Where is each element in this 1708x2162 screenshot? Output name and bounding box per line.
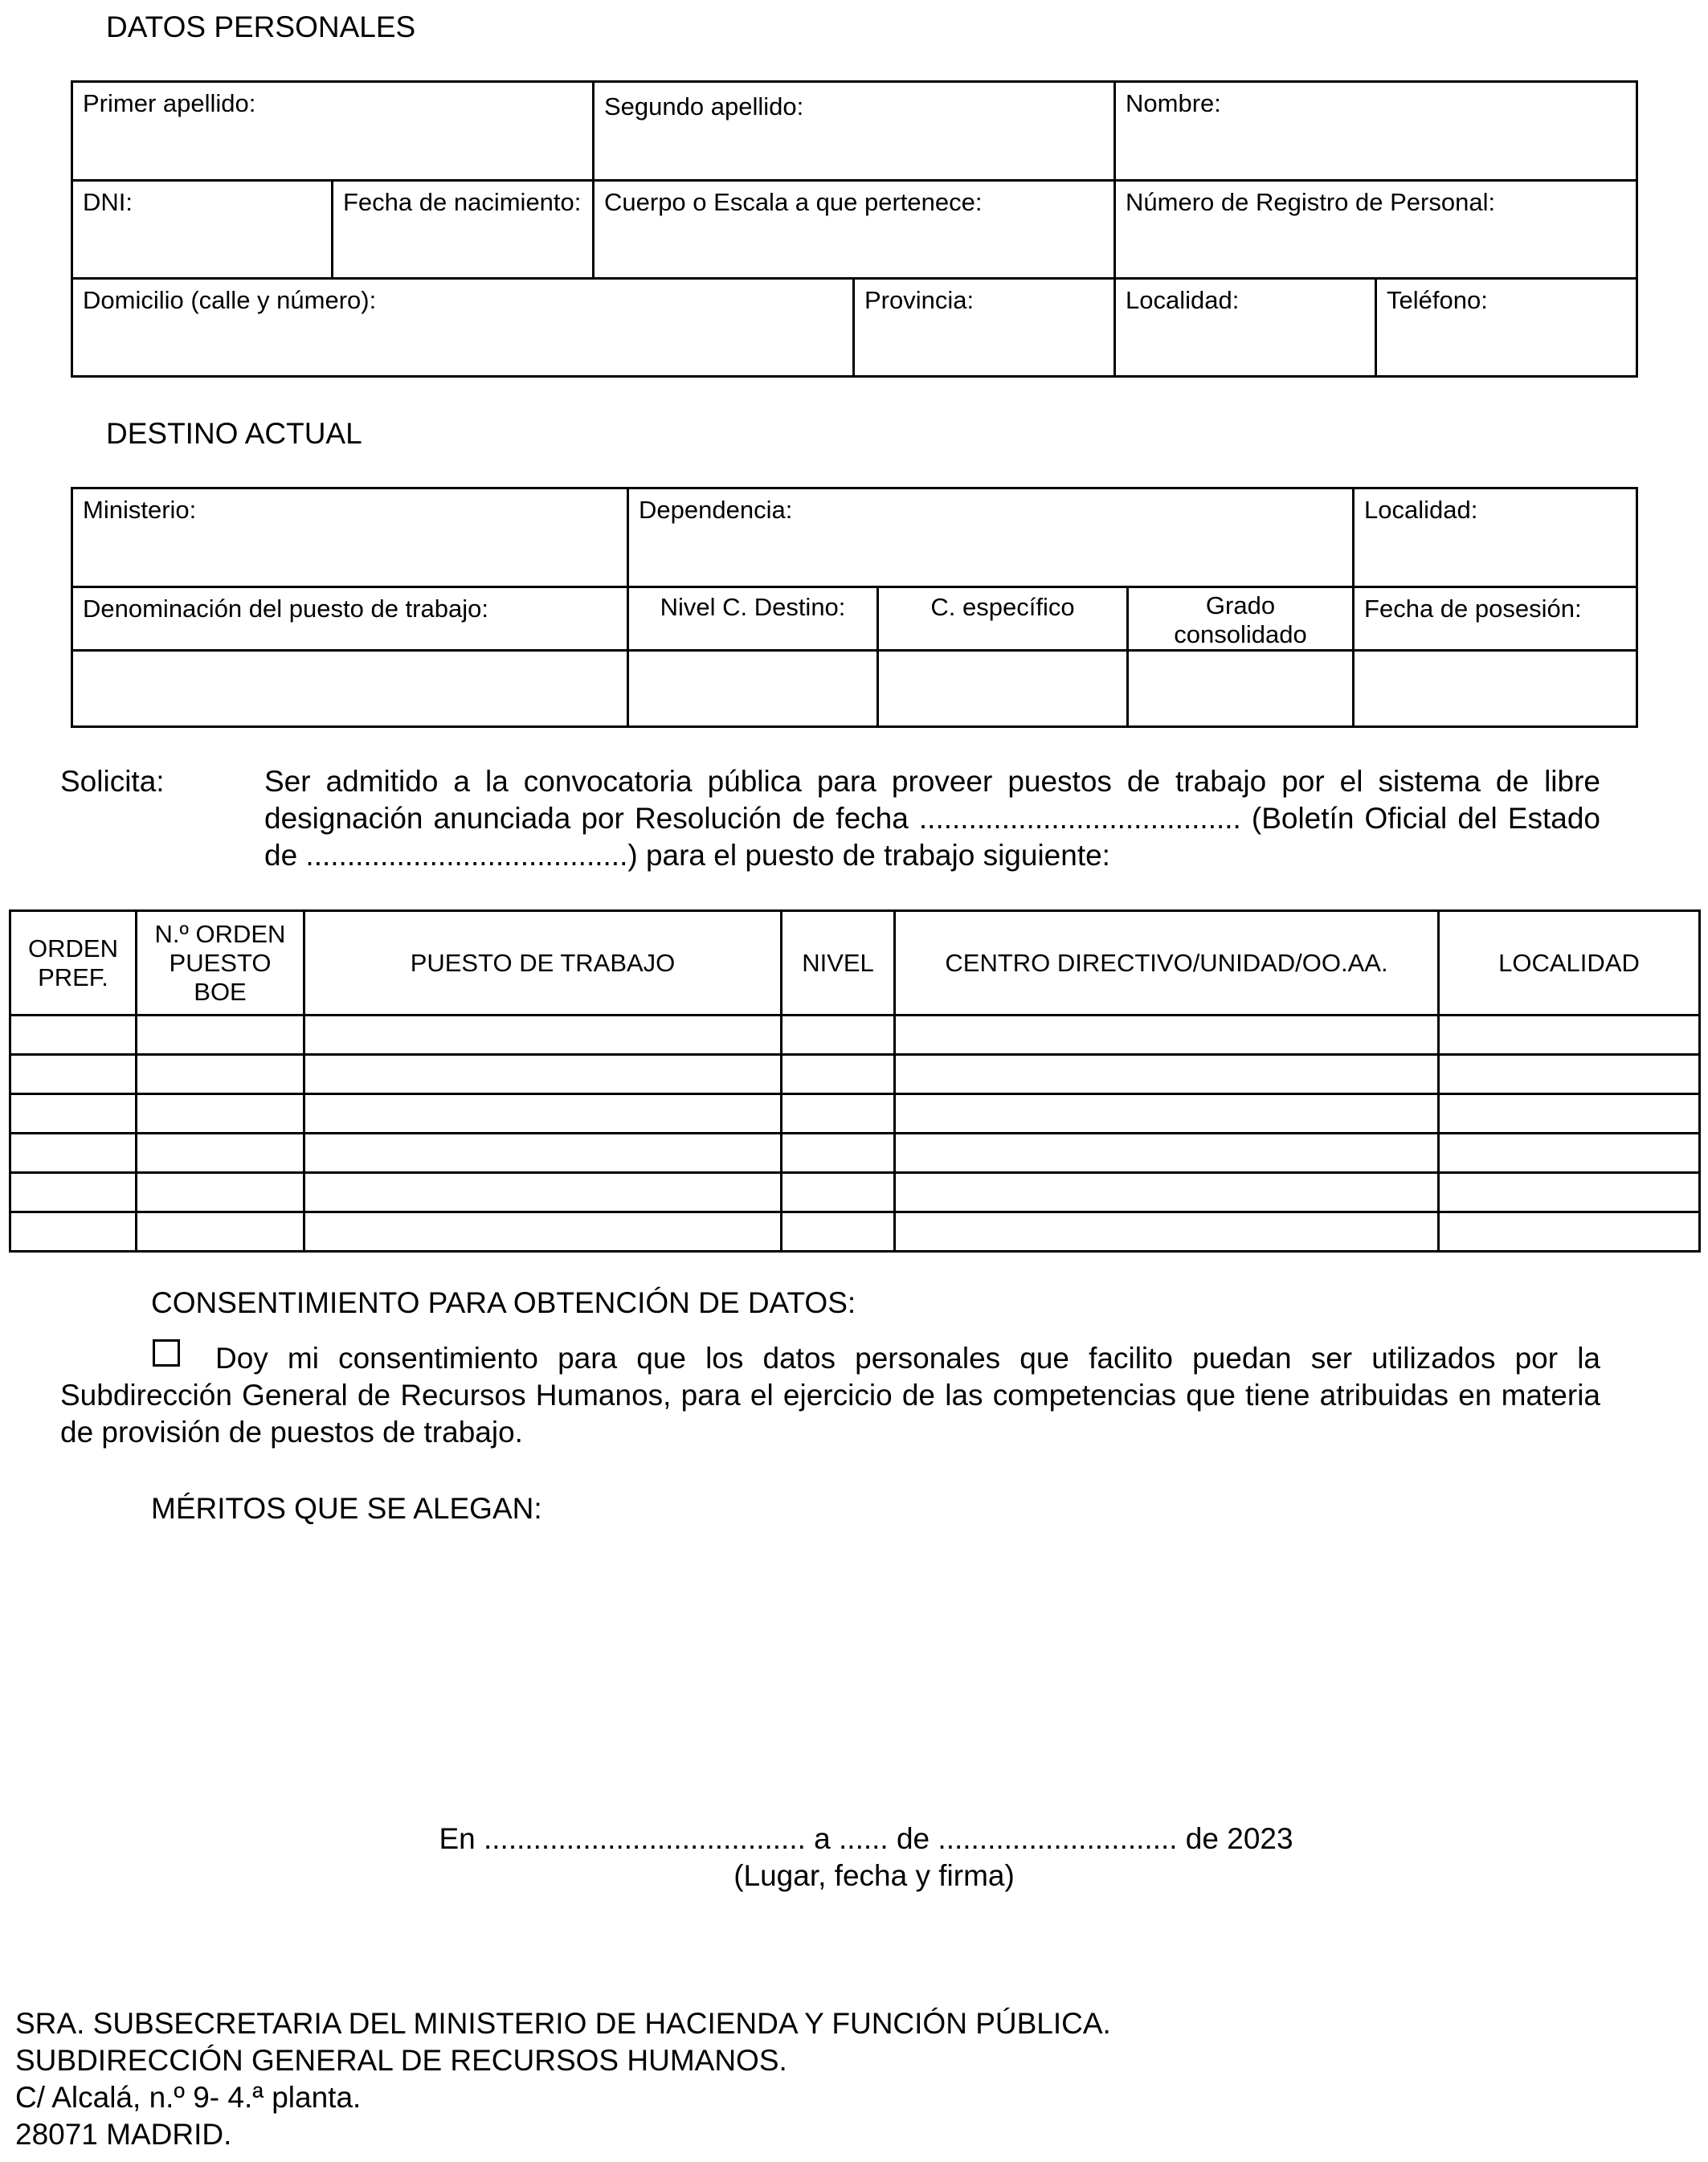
order-pref-cell[interactable] bbox=[10, 1055, 137, 1094]
grade-label: Grado consolidado bbox=[1174, 591, 1307, 648]
birth-date-field[interactable] bbox=[333, 181, 594, 279]
locality-cell[interactable] bbox=[1439, 1094, 1700, 1134]
province-field[interactable] bbox=[854, 279, 1115, 377]
locality-cell[interactable] bbox=[1439, 1173, 1700, 1212]
center-cell[interactable] bbox=[895, 1212, 1439, 1252]
boe-order-cell[interactable] bbox=[137, 1212, 304, 1252]
city-line: 28071 MADRID. bbox=[15, 2118, 232, 2151]
level-header bbox=[628, 587, 878, 651]
table-row bbox=[10, 1173, 1700, 1212]
level-input[interactable] bbox=[628, 651, 878, 727]
name-field[interactable] bbox=[1115, 82, 1637, 181]
request-text: Ser admitido a la convocatoria pública para proveer puestos de trabajo por el sistema de libre designación anunciada por Resolución de fecha ....................................... (Boletín Oficial del Estado de .......................................) para el puesto de trabajo siguiente: bbox=[264, 765, 1600, 872]
posts-header-row bbox=[10, 911, 1700, 1016]
birth-date-label: Fecha de nacimiento: bbox=[343, 188, 582, 216]
locality-field[interactable] bbox=[1115, 279, 1376, 377]
center-cell[interactable] bbox=[895, 1134, 1439, 1173]
boe-order-cell[interactable] bbox=[137, 1094, 304, 1134]
request-label: Solicita: bbox=[60, 765, 165, 798]
personal-data-table bbox=[71, 80, 1638, 378]
level-cell[interactable] bbox=[782, 1094, 895, 1134]
specific-label: C. específico bbox=[930, 593, 1075, 621]
post-cell[interactable] bbox=[304, 1016, 782, 1055]
header-locality bbox=[1439, 911, 1700, 1016]
department-line: SUBDIRECCIÓN GENERAL DE RECURSOS HUMANOS. bbox=[15, 2044, 787, 2077]
dni-field[interactable] bbox=[72, 181, 333, 279]
locality-cell[interactable] bbox=[1439, 1134, 1700, 1173]
header-post-label: PUESTO DE TRABAJO bbox=[410, 948, 676, 977]
registry-number-label: Número de Registro de Personal: bbox=[1126, 188, 1496, 216]
locality-cell[interactable] bbox=[1439, 1016, 1700, 1055]
header-post bbox=[304, 911, 782, 1016]
address-label: Domicilio (calle y número): bbox=[83, 286, 377, 314]
header-center-label: CENTRO DIRECTIVO/UNIDAD/OO.AA. bbox=[945, 948, 1388, 977]
level-cell[interactable] bbox=[782, 1055, 895, 1094]
table-row bbox=[10, 1134, 1700, 1173]
header-boe-order-label: N.º ORDEN PUESTO BOE bbox=[154, 919, 286, 1006]
destination-table bbox=[71, 487, 1638, 728]
name-label: Nombre: bbox=[1126, 89, 1221, 117]
center-cell[interactable] bbox=[895, 1173, 1439, 1212]
specific-input[interactable] bbox=[878, 651, 1128, 727]
addressee-line: SRA. SUBSECRETARIA DEL MINISTERIO DE HACIENDA Y FUNCIÓN PÚBLICA. bbox=[15, 2007, 1111, 2040]
address-field[interactable] bbox=[72, 279, 854, 377]
locality-label: Localidad: bbox=[1126, 286, 1240, 314]
second-surname-field[interactable] bbox=[594, 82, 1115, 181]
level-cell[interactable] bbox=[782, 1016, 895, 1055]
department-label: Dependencia: bbox=[639, 496, 793, 524]
level-cell[interactable] bbox=[782, 1134, 895, 1173]
possession-date-label: Fecha de posesión: bbox=[1364, 595, 1582, 623]
province-label: Provincia: bbox=[864, 286, 975, 314]
center-cell[interactable] bbox=[895, 1094, 1439, 1134]
registry-number-field[interactable] bbox=[1115, 181, 1637, 279]
post-cell[interactable] bbox=[304, 1212, 782, 1252]
merits-heading: MÉRITOS QUE SE ALEGAN: bbox=[151, 1492, 542, 1525]
post-cell[interactable] bbox=[304, 1094, 782, 1134]
center-cell[interactable] bbox=[895, 1016, 1439, 1055]
post-cell[interactable] bbox=[304, 1134, 782, 1173]
personal-data-heading: DATOS PERSONALES bbox=[106, 10, 416, 43]
table-row bbox=[10, 1016, 1700, 1055]
level-cell[interactable] bbox=[782, 1173, 895, 1212]
specific-header bbox=[878, 587, 1128, 651]
post-cell[interactable] bbox=[304, 1173, 782, 1212]
post-name-header bbox=[72, 587, 628, 651]
post-name-input[interactable] bbox=[72, 651, 628, 727]
order-pref-cell[interactable] bbox=[10, 1094, 137, 1134]
table-row bbox=[10, 1094, 1700, 1134]
table-row bbox=[10, 1212, 1700, 1252]
consent-heading: CONSENTIMIENTO PARA OBTENCIÓN DE DATOS: bbox=[151, 1286, 856, 1319]
dest-locality-label: Localidad: bbox=[1364, 496, 1478, 524]
grade-input[interactable] bbox=[1128, 651, 1354, 727]
header-order-pref-label: ORDEN PREF. bbox=[28, 934, 118, 991]
header-boe-order bbox=[137, 911, 304, 1016]
boe-order-cell[interactable] bbox=[137, 1055, 304, 1094]
corps-label: Cuerpo o Escala a que pertenece: bbox=[604, 188, 983, 216]
boe-order-cell[interactable] bbox=[137, 1173, 304, 1212]
ministry-label: Ministerio: bbox=[83, 496, 197, 524]
locality-cell[interactable] bbox=[1439, 1212, 1700, 1252]
post-cell[interactable] bbox=[304, 1055, 782, 1094]
signature-caption: (Lugar, fecha y firma) bbox=[733, 1859, 1015, 1892]
order-pref-cell[interactable] bbox=[10, 1212, 137, 1252]
header-level-label: NIVEL bbox=[802, 948, 874, 977]
dest-locality-field[interactable] bbox=[1354, 488, 1637, 587]
phone-label: Teléfono: bbox=[1387, 286, 1488, 314]
phone-field[interactable] bbox=[1376, 279, 1637, 377]
level-label: Nivel C. Destino: bbox=[660, 593, 846, 621]
table-row bbox=[10, 1055, 1700, 1094]
boe-order-cell[interactable] bbox=[137, 1016, 304, 1055]
boe-order-cell[interactable] bbox=[137, 1134, 304, 1173]
order-pref-cell[interactable] bbox=[10, 1173, 137, 1212]
grade-header bbox=[1128, 587, 1354, 651]
corps-field[interactable] bbox=[594, 181, 1115, 279]
dni-label: DNI: bbox=[83, 188, 133, 216]
first-surname-label: Primer apellido: bbox=[83, 89, 256, 117]
posts-table bbox=[9, 909, 1701, 1253]
department-field[interactable] bbox=[628, 488, 1354, 587]
order-pref-cell[interactable] bbox=[10, 1016, 137, 1055]
level-cell[interactable] bbox=[782, 1212, 895, 1252]
header-order-pref bbox=[10, 911, 137, 1016]
possession-date-input[interactable] bbox=[1354, 651, 1637, 727]
post-name-label: Denominación del puesto de trabajo: bbox=[83, 595, 488, 623]
destination-heading: DESTINO ACTUAL bbox=[106, 417, 362, 450]
order-pref-cell[interactable] bbox=[10, 1134, 137, 1173]
possession-date-header bbox=[1354, 587, 1637, 651]
header-locality-label: LOCALIDAD bbox=[1498, 948, 1640, 977]
street-line: C/ Alcalá, n.º 9- 4.ª planta. bbox=[15, 2081, 362, 2114]
signature-line: En ....................................... a ...... de ............................. de 2023 bbox=[439, 1822, 1293, 1855]
second-surname-label: Segundo apellido: bbox=[604, 92, 804, 121]
center-cell[interactable] bbox=[895, 1055, 1439, 1094]
locality-cell[interactable] bbox=[1439, 1055, 1700, 1094]
first-surname-field[interactable] bbox=[72, 82, 594, 181]
consent-text: Doy mi consentimiento para que los datos personales que facilito puedan ser utilizados por la Subdirección General de Recursos Humanos, para el ejercicio de las competencias que tiene atribuidas en materia de provisión de puestos de trabajo. bbox=[60, 1342, 1600, 1449]
header-center bbox=[895, 911, 1439, 1016]
header-level bbox=[782, 911, 895, 1016]
ministry-field[interactable] bbox=[72, 488, 628, 587]
address-block bbox=[15, 2005, 1111, 2153]
